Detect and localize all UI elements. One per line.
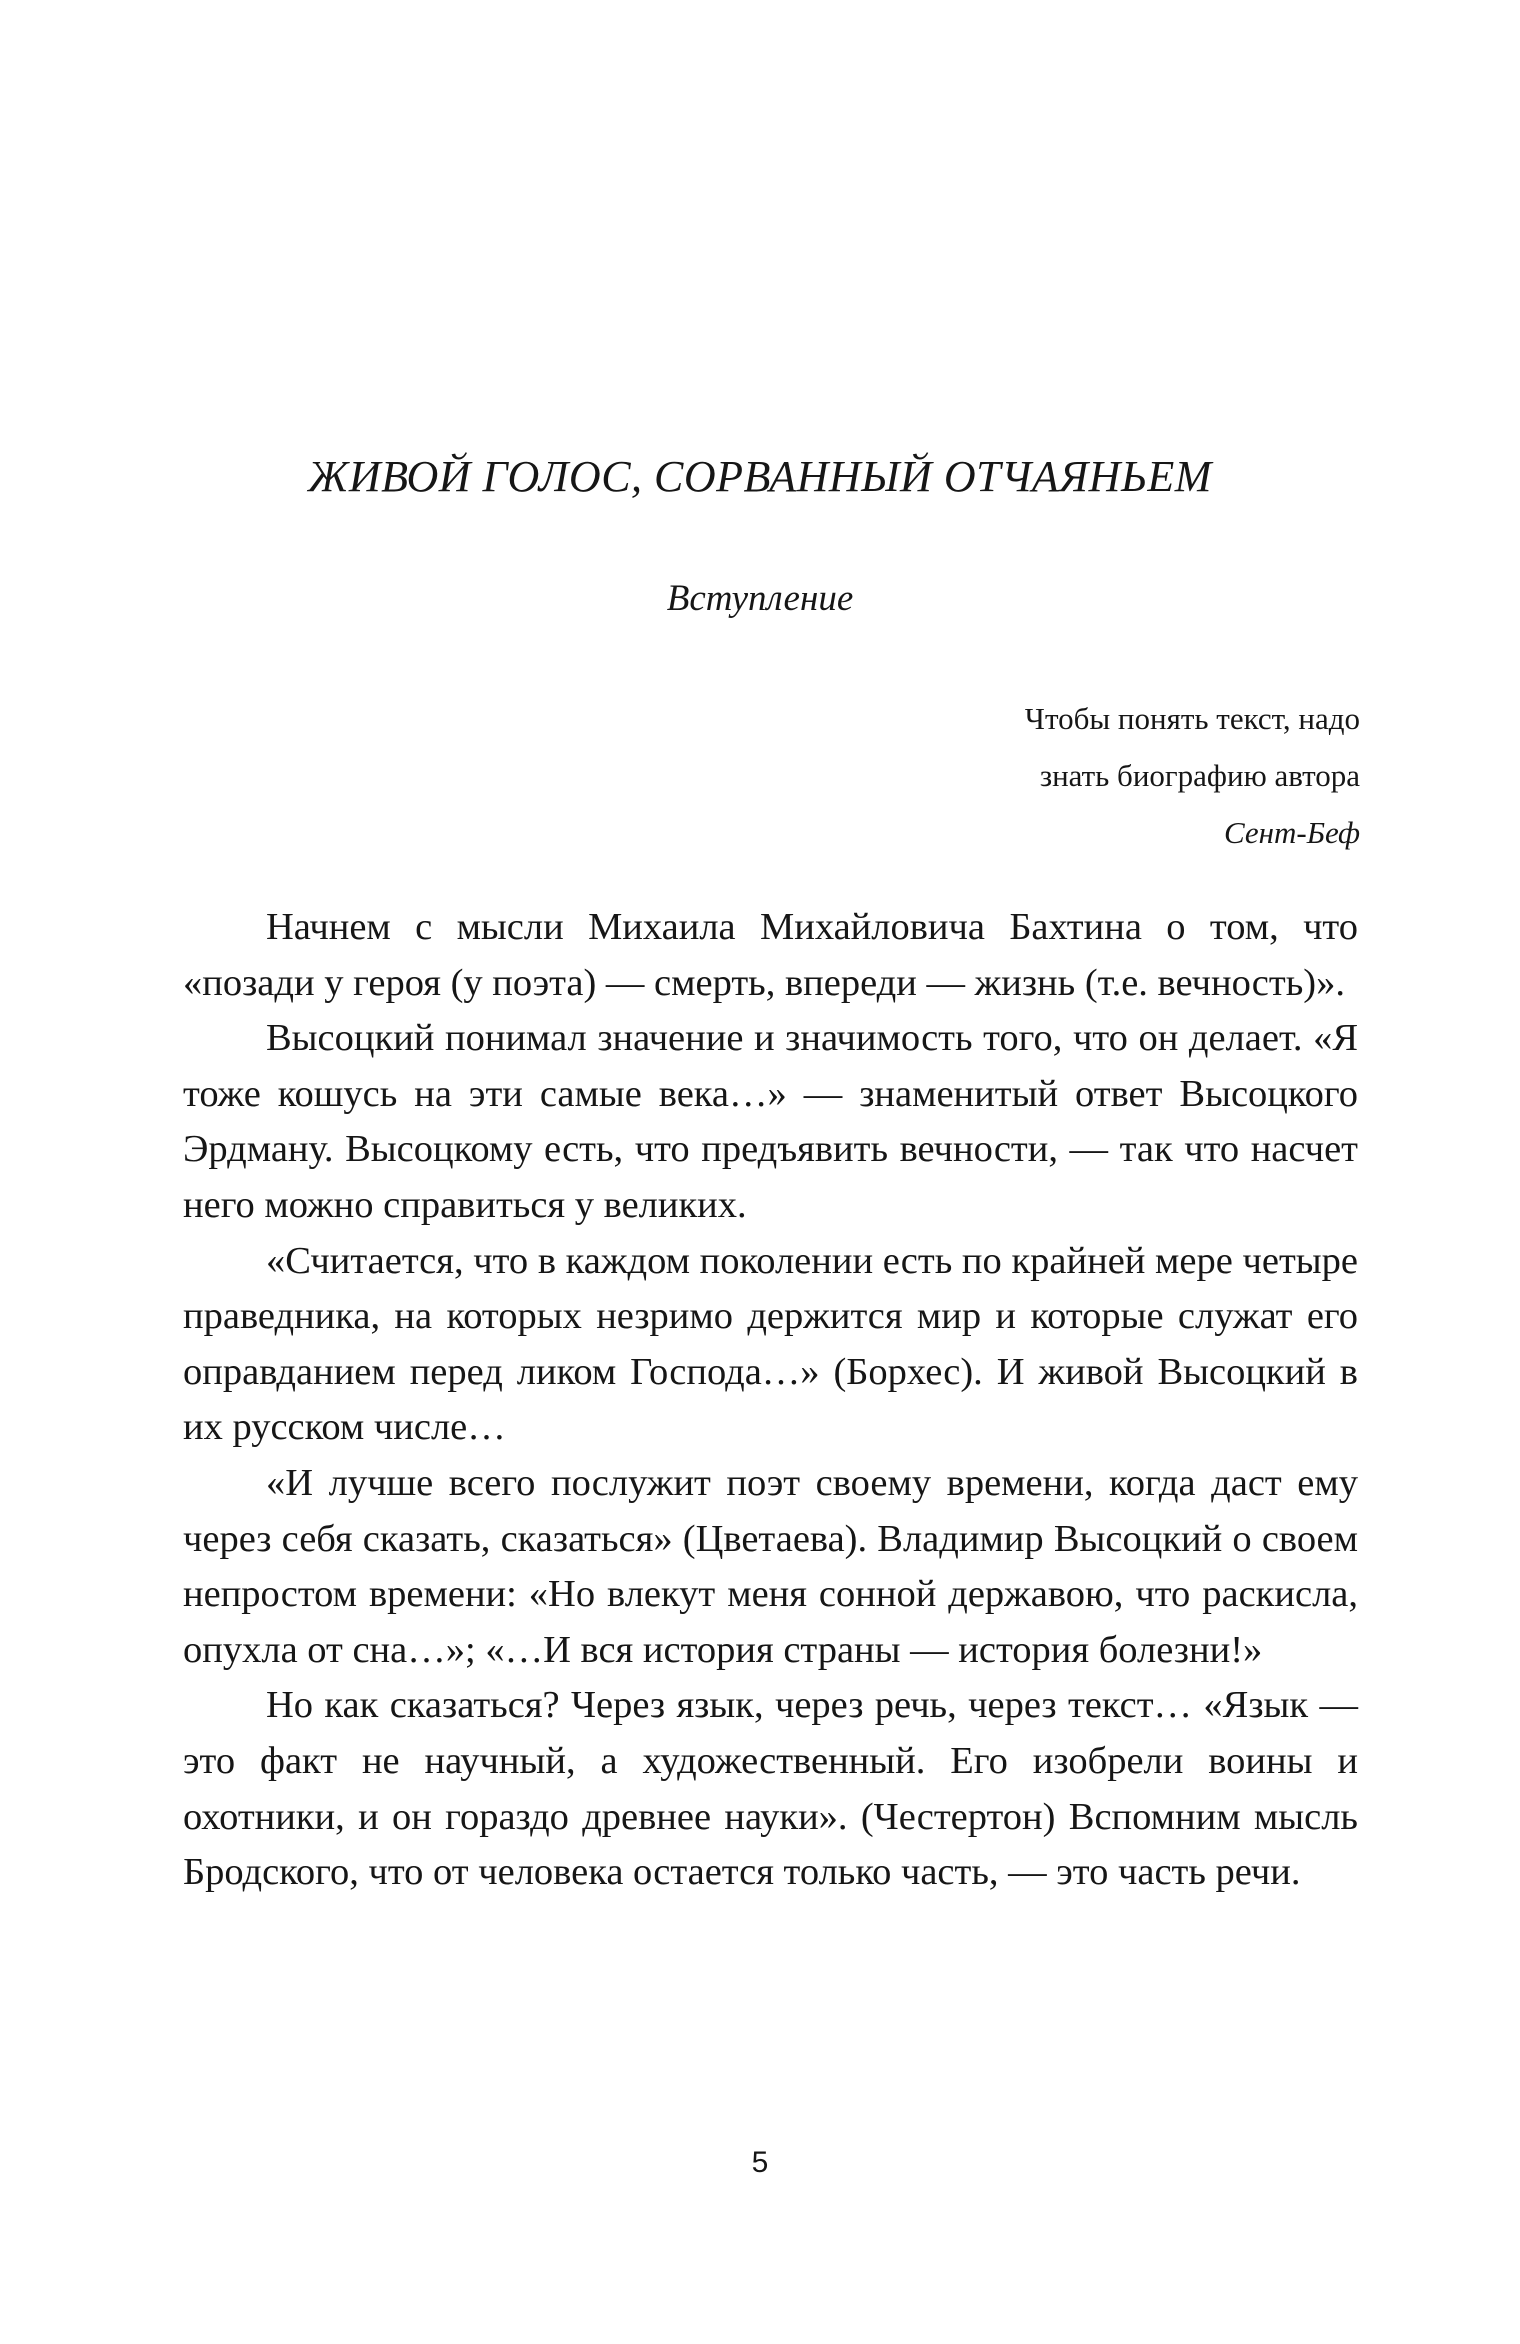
paragraph: «Считается, что в каждом поколении есть по крайней мере четыре праведника, на которых незримо держится мир и которые служат его оправданием перед ликом Господа…» (Борхес). И живой Высоцкий в их русском числе… xyxy=(183,1239,1358,1449)
epigraph-author: Сент-Беф xyxy=(1223,815,1360,850)
chapter-subtitle: Вступление xyxy=(666,578,854,619)
paragraph: «И лучше всего послужит поэт своему времени, когда даст ему через себя сказать, сказаться» (Цветаева). Владимир Высоцкий о своем непростом времени: «Но влекут меня сонной державою, что раскисла, опухла от сна…»; «…И вся история страны — история болезни!» xyxy=(183,1461,1358,1671)
chapter-title: ЖИВОЙ ГОЛОС, СОРВАННЫЙ ОТЧАЯНЬЕМ xyxy=(308,452,1212,501)
epigraph-line-1: Чтобы понять текст, надо xyxy=(1024,701,1360,736)
page-number: 5 xyxy=(751,2146,769,2179)
paragraph: Начнем с мысли Михаила Михайловича Бахтина о том, что «позади у героя (у поэта) — смерть, впереди — жизнь (т.е. вечность)». xyxy=(183,906,1358,1004)
body-text xyxy=(183,900,1358,1901)
epigraph xyxy=(660,690,1360,861)
paragraph: Высоцкий понимал значение и значимость того, что он делает. «Я тоже кошусь на эти самые века…» — знаменитый ответ Высоцкого Эрдману. Высоцкому есть, что предъявить вечности, — так что насчет него можно справиться у великих. xyxy=(183,1017,1358,1226)
paragraph: Но как сказаться? Через язык, через речь, через текст… «Язык — это факт не научный, а художественный. Его изобрели воины и охотники, и он гораздо древнее науки». (Честертон) Вспомним мысль Бродского, что от человека остается только часть, — это часть речи. xyxy=(183,1684,1358,1894)
epigraph-line-2: знать биографию автора xyxy=(1039,758,1360,793)
